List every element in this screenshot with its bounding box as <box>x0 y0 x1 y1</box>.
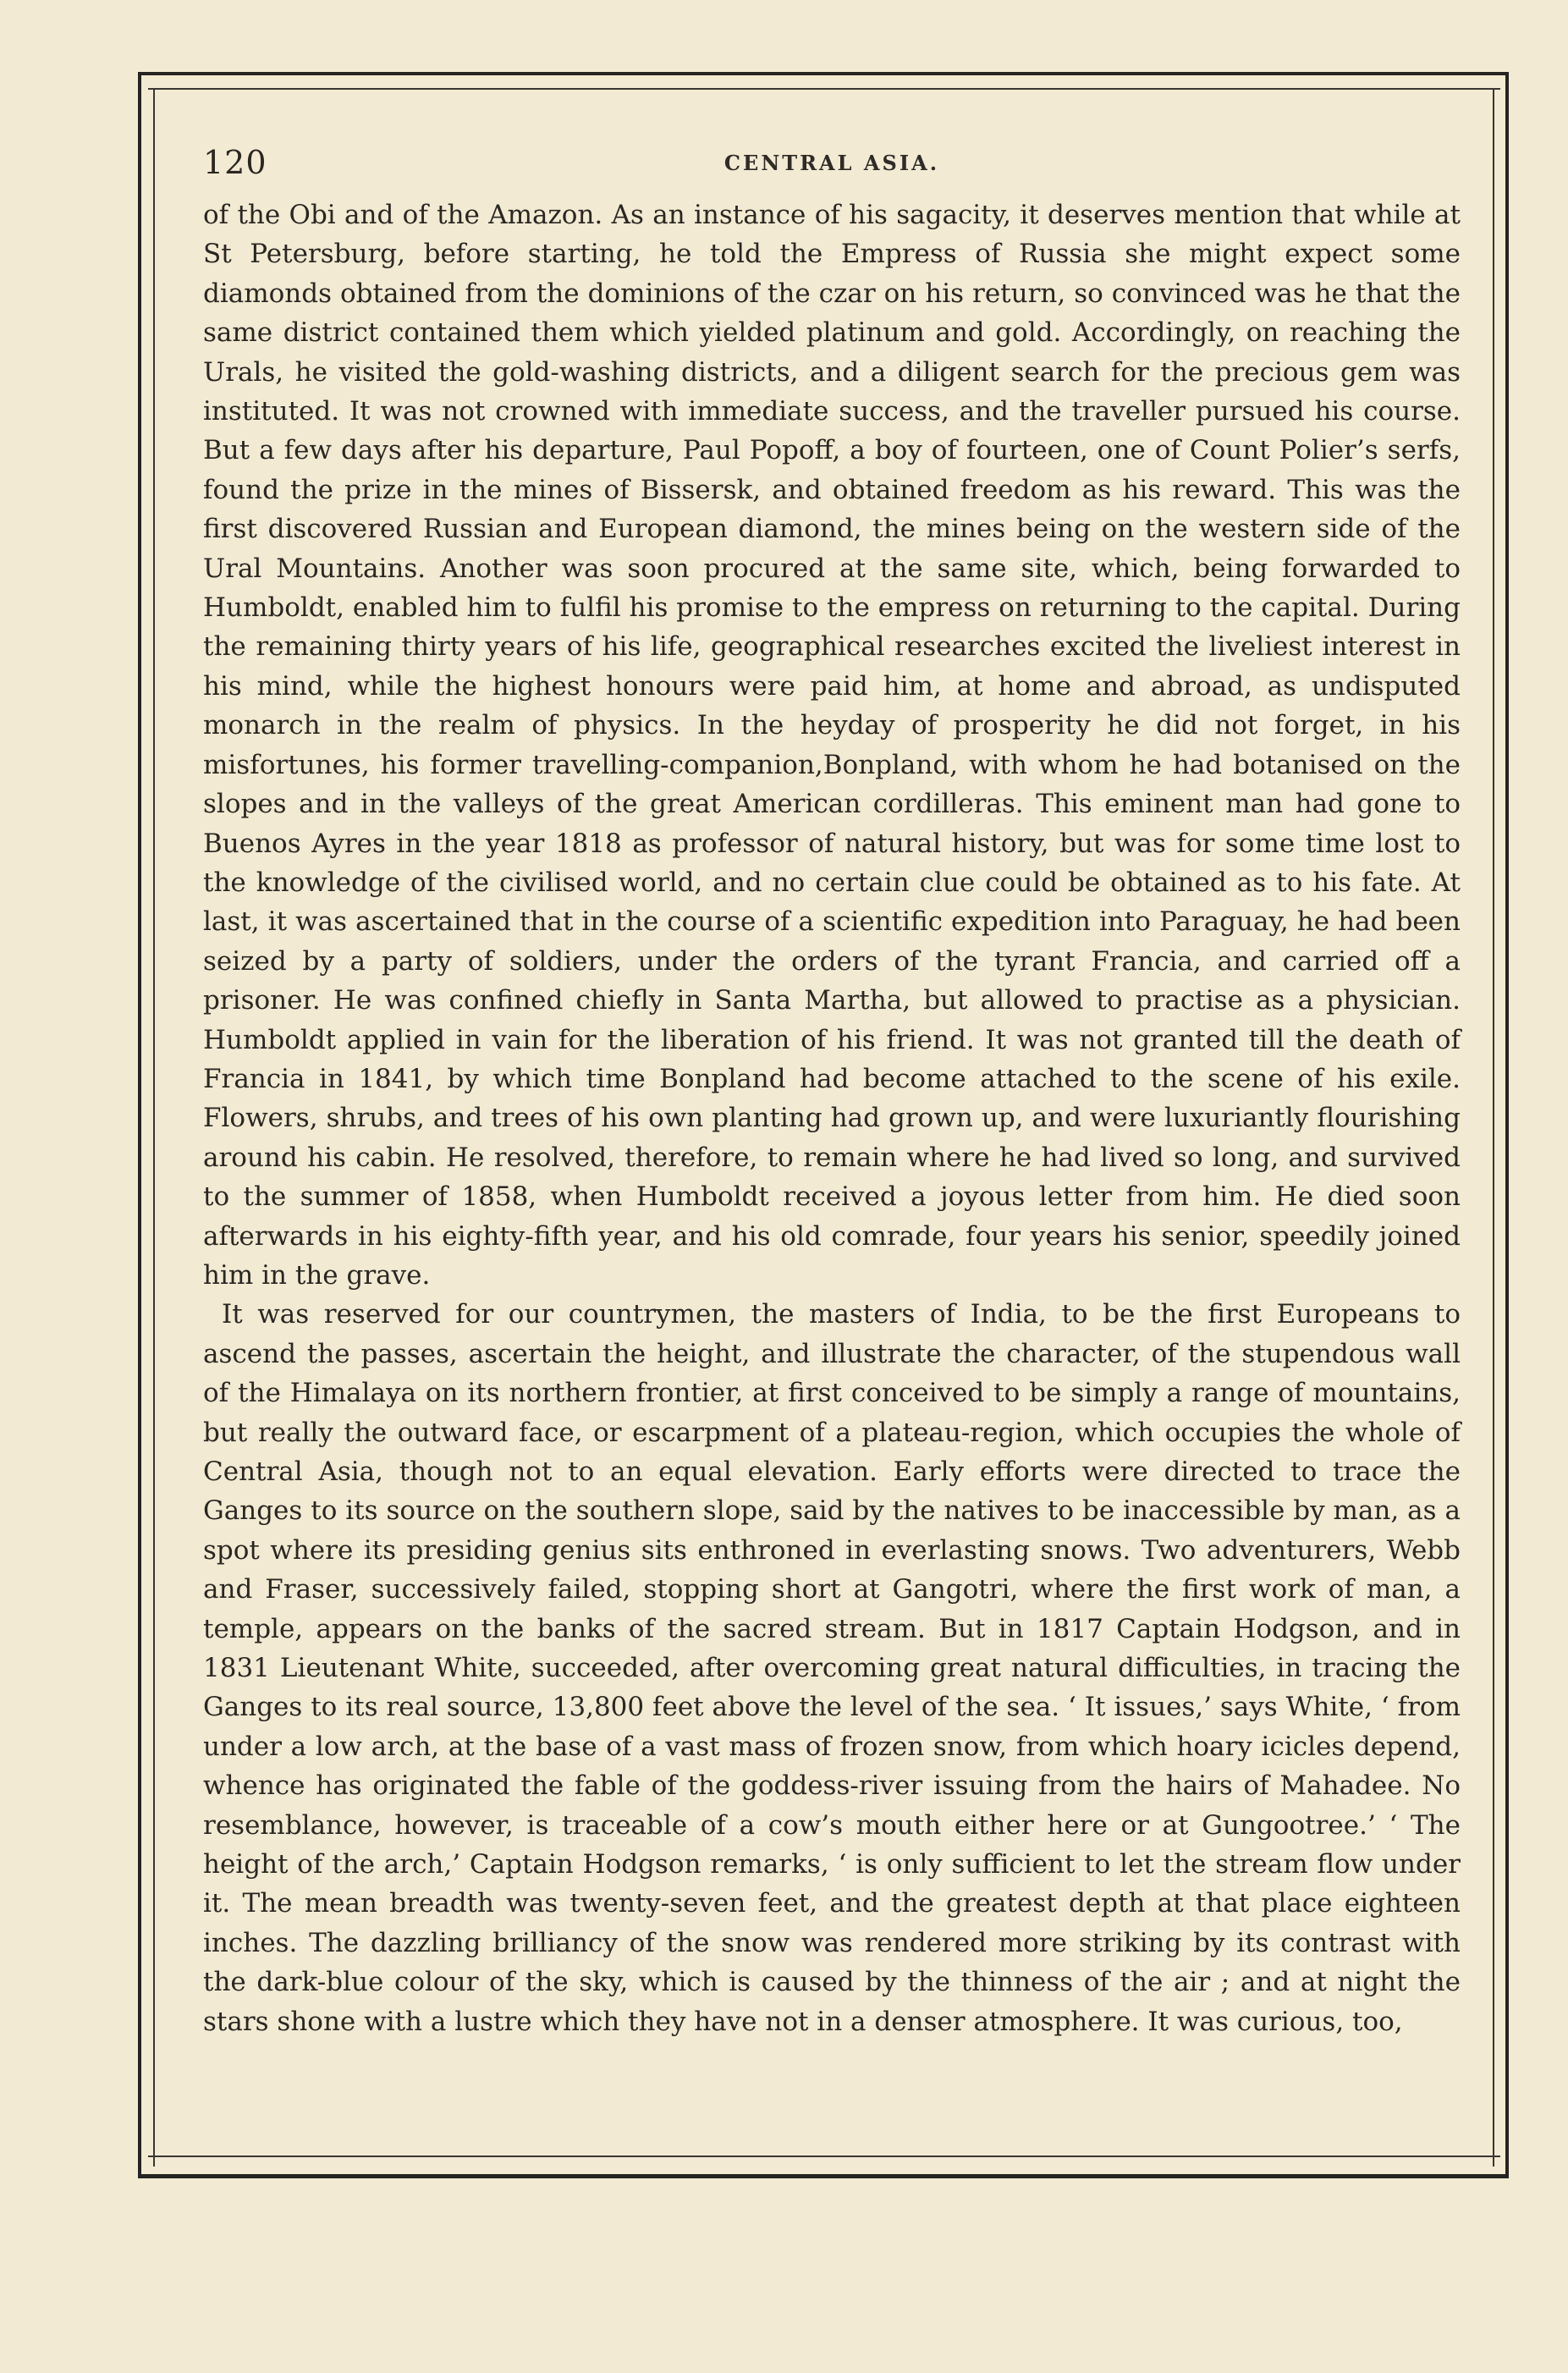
frame-rule-left-inner <box>153 88 155 2167</box>
paragraph-1: of the Obi and of the Amazon. As an instance of his sagacity, it deserves mention that while at St Petersburg, before starting, he told the Empress of Russia she might expect some diamonds obtained from the dominions of the czar on his return, so convinced was he that the same district contained them which yielded platinum and gold. Accordingly, on reaching the Urals, he visited the gold-washing districts, and a diligent search for the precious gem was instituted. It was not crowned with immediate success, and the traveller pursued his course. But a few days after his departure, Paul Popoff, a boy of fourteen, one of Count Polier’s serfs, found the prize in the mines of Bissersk, and obtained freedom as his reward. This was the first discovered Russian and European diamond, the mines being on the western side of the Ural Mountains. Another was soon procured at the same site, which, being forwarded to Humboldt, enabled him to fulfil his promise to the empress on returning to the capital. During the remaining thirty years of his life, geographical researches excited the liveliest interest in his mind, while the highest honours were paid him, at home and abroad, as undisputed monarch in the realm of physics. In the heyday of prosperity he did not forget, in his misfortunes, his former travelling-companion,Bonpland, with whom he had botanised on the slopes and in the valleys of the great American cordilleras. This eminent man had gone to Buenos Ayres in the year 1818 as professor of natural history, but was for some time lost to the knowledge of the civilised world, and no certain clue could be obtained as to his fate. At last, it was ascertained that in the course of a scientific expedition into Paraguay, he had been seized by a party of soldiers, under the orders of the tyrant Francia, and carried off a prisoner. He was confined chiefly in Santa Martha, but allowed to practise as a physician. Humboldt applied in vain for the liberation of his friend. It was not granted till the death of Francia in 1841, by which time Bonpland had become attached to the scene of his exile. Flowers, shrubs, and trees of his own planting had grown up, and were luxuriantly flourishing around his cabin. He resolved, therefore, to remain where he had lived so long, and survived to the summer of 1858, when Humboldt received a joyous letter from him. He died soon afterwards in his eighty-fifth year, and his old comrade, four years his senior, speedily joined him in the grave. <box>203 200 1461 1291</box>
frame-rule-bottom-inner <box>148 2156 1500 2157</box>
running-title: CENTRAL ASIA. <box>723 151 940 175</box>
frame-rule-top-inner <box>148 88 1500 90</box>
frame-rule-top-outer <box>138 72 1509 75</box>
frame-rule-right-inner <box>1493 88 1494 2167</box>
page-number: 120 <box>203 144 267 181</box>
frame-rule-left-outer <box>138 72 141 2178</box>
paragraph-2: It was reserved for our countrymen, the masters of India, to be the first Europeans to ascend the passes, ascertain the height, and illustrate the character, of the stupendous wall of the Himalaya on its northern frontier, at first conceived to be simply a range of mountains, but really the outward face, or escarpment of a plateau-region, which occupies the whole of Central Asia, though not to an equal elevation. Early efforts were directed to trace the Ganges to its source on the southern slope, said by the natives to be inaccessible by man, as a spot where its presiding genius sits enthroned in everlasting snows. Two adventurers, Webb and Fraser, successively failed, stopping short at Gangotri, where the first work of man, a temple, appears on the banks of the sacred stream. But in 1817 Captain Hodgson, and in 1831 Lieutenant White, succeeded, after overcoming great natural difficulties, in tracing the Ganges to its real source, 13,800 feet above the level of the sea. ‘ It issues,’ says White, ‘ from under a low arch, at the base of a vast mass of frozen snow, from which hoary icicles depend, whence has originated the fable of the goddess-river issuing from the hairs of Mahadee. No resemblance, however, is traceable of a cow’s mouth either here or at Gungootree.’ ‘ The height of the arch,’ Captain Hodgson remarks, ‘ is only sufficient to let the stream flow under it. The mean breadth was twenty-seven feet, and the greatest depth at that place eighteen inches. The dazzling brilliancy of the snow was rendered more striking by its contrast with the dark-blue colour of the sky, which is caused by the thinness of the air ; and at night the stars shone with a lustre which they have not in a denser atmosphere. It was curious, too, <box>203 1299 1461 2037</box>
frame-rule-bottom-outer <box>138 2174 1509 2178</box>
frame-rule-right-outer <box>1505 72 1509 2178</box>
body-text <box>203 195 1461 2041</box>
page-header <box>203 144 1461 181</box>
